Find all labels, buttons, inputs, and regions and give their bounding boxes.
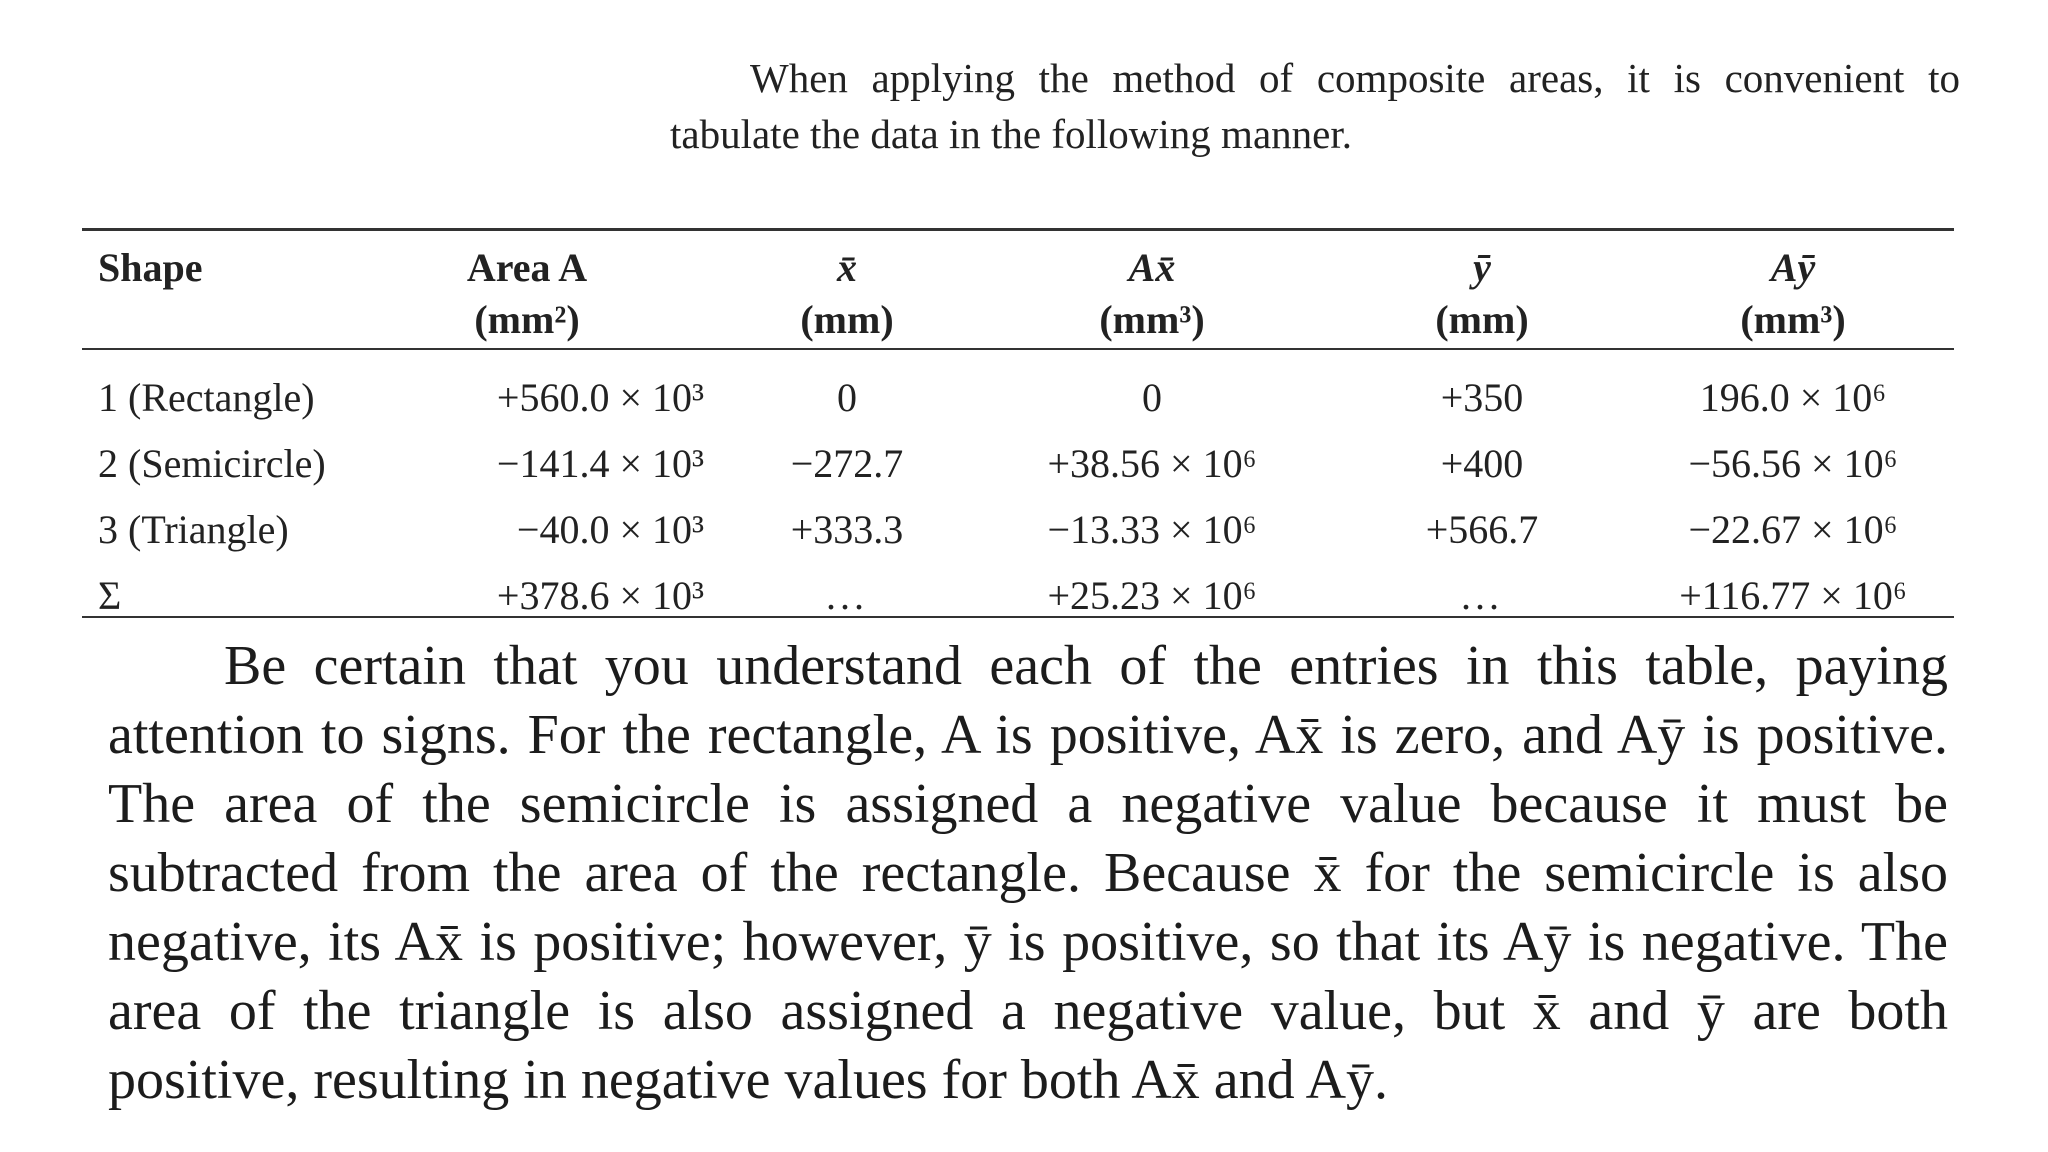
header-area-label: Area A [466,245,588,290]
cell-area: +560.0 × 10³ [496,374,704,420]
cell-shape: Σ [98,572,122,618]
intro-paragraph: When applying the method of composite areas, it is convenient to tabulate the data in the following manner. [670,55,1960,157]
header-shape-label: Shape [98,245,203,290]
header-shape [82,232,332,358]
cell-area: +378.6 × 10³ [496,572,704,618]
cell-x: +333.3 [790,506,904,552]
cell-x: −272.7 [790,440,904,486]
cell-y: +400 [1440,440,1524,486]
table-row [82,496,1954,562]
cell-ax: +25.23 × 10⁶ [1047,572,1257,618]
header-ax [972,232,1332,358]
cell-ax: 0 [1142,374,1162,420]
cell-shape: 3 (Triangle) [98,506,289,552]
table-row [82,430,1954,496]
table-top-rule [82,228,1954,231]
cell-y: +350 [1440,374,1524,420]
header-y-unit: (mm) [1435,297,1529,342]
header-ax-unit: (mm³) [1099,297,1205,342]
header-ay-label: Aȳ [1770,245,1816,290]
cell-shape: 1 (Rectangle) [98,374,315,420]
header-ax-label: Ax̄ [1128,245,1176,290]
cell-ay: 196.0 × 10⁶ [1699,374,1887,420]
header-ay-unit: (mm³) [1740,297,1846,342]
header-area-unit: (mm²) [474,297,580,342]
cell-ay: −56.56 × 10⁶ [1688,440,1898,486]
cell-area: −141.4 × 10³ [496,440,704,486]
cell-shape: 2 (Semicircle) [98,440,326,486]
cell-ay: −22.67 × 10⁶ [1688,506,1898,552]
cell-ay: +116.77 × 10⁶ [1679,572,1907,618]
header-x [722,232,972,358]
cell-ax: −13.33 × 10⁶ [1047,506,1257,552]
table-row-sum [82,562,1954,628]
cell-y: +566.7 [1425,506,1539,552]
cell-area: −40.0 × 10³ [516,506,704,552]
cell-ax: +38.56 × 10⁶ [1047,440,1257,486]
header-ay [1632,232,1954,358]
header-x-label: x̄ [837,245,857,290]
table-row [82,358,1954,430]
header-x-unit: (mm) [800,297,894,342]
table-header-row [82,232,1954,358]
header-y-label: ȳ [1473,245,1491,290]
cell-x: 0 [837,374,857,420]
header-y [1332,232,1632,358]
explanation-paragraph: Be certain that you understand each of the entries in this table, paying attention to signs. For the rectangle, A is positive, Ax̄ is zero, and Aȳ is positive. The area of the semicircle is assigned a negative value because it must be subtracted from the area of the rectangle. Because x̄ for the semicircle is also negative, its Ax̄ is positive; however, ȳ is positive, so that its Aȳ is negative. The area of the triangle is also assigned a negative value, but x̄ and ȳ are both positive, resulting in negative values for both Ax̄ and Aȳ. [108,635,1948,1111]
cell-x: ... [826,572,868,618]
cell-y: ... [1461,572,1503,618]
header-area [332,232,722,358]
composite-areas-table [82,232,1954,628]
